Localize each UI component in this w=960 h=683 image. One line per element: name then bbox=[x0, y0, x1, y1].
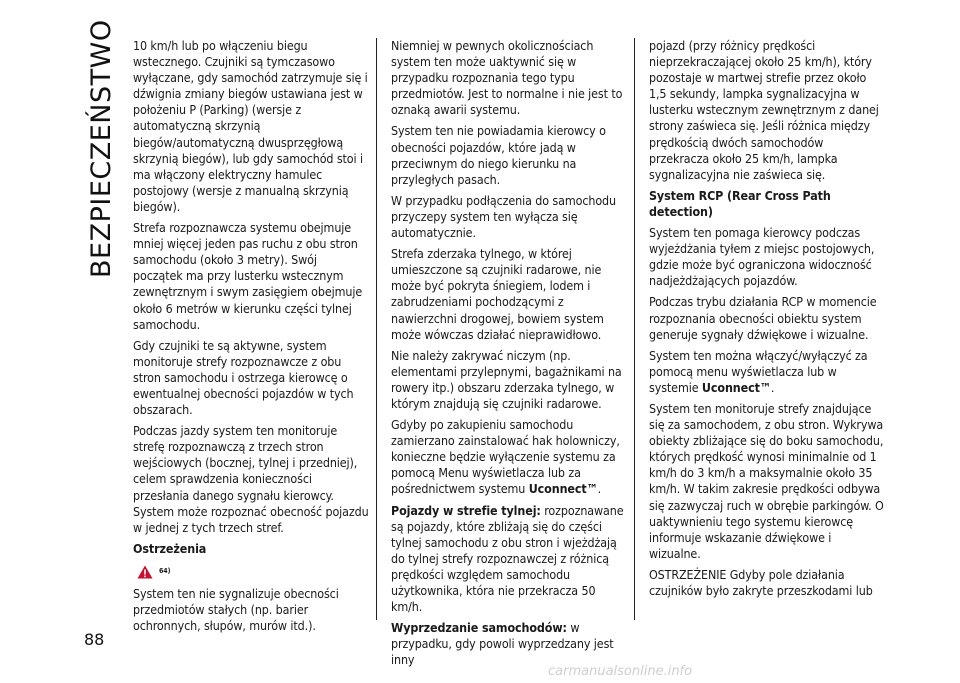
column-divider-2 bbox=[634, 38, 635, 620]
paragraph-end: . bbox=[770, 379, 775, 395]
paragraph: System ten nie powiadamia kierowcy o obecności pojazdów, które jadą w przeciwnym do niego kierunku na przyległych pasach. bbox=[391, 123, 606, 187]
paragraph-text: rozpoznawane są pojazdy, które zbliżają się do części tylnej samochodu z obu stron i wjeżdżają do tylnej strefy rozpoznawczej z różnicą prędkości względem samochodu użytkownika, która nie przekracza 50 km/h. bbox=[391, 502, 624, 615]
paragraph bbox=[391, 417, 627, 497]
text-column-2 bbox=[391, 38, 627, 668]
paragraph: System ten monitoruje strefy znajdujące się za samochodem, z obu stron. Wykrywa obiekty zbliżające się do boku samochodu, których prędkość wynosi minimalnie od 1 km/h do 3 km/h a maksymalnie około 35 km/h. W takim zakresie prędkości odbywa się zazwyczaj ruch w obrębie parkingów. O uaktywnieniu tego systemu kierowcę informuje wskazanie dźwiękowe i wizualne. bbox=[649, 400, 884, 561]
paragraph: System ten nie sygnalizuje obecności przedmiotów stałych (np. barier ochronnych, słupów, murów itd.). bbox=[133, 585, 339, 634]
column-divider-1 bbox=[376, 38, 377, 620]
paragraph: Nie należy zakrywać niczym (np. elementami przylepnymi, bagażnikami na rowery itp.) obszaru zderzaka tylnego, w którym znajdują się czujniki radarowe. bbox=[391, 347, 622, 411]
paragraph-text: System ten można włączyć/wyłączyć za pomocą menu wyświetlacza lub w systemie bbox=[649, 347, 868, 395]
paragraph: 10 km/h lub po włączeniu biegu wstecznego. Czujniki są tymczasowo wyłączane, gdy samochód zatrzymuje się i dźwignia zmiany biegów ustawiana jest w położeniu P (Parking) (wersje z automatyczną skrzynią biegów/automatyczną dwusprzęgłową skrzynią biegów), lub gdy samochód stoi i ma włączony elektryczny hamulec postojowy (wersje z manualną skrzynią biegów). bbox=[133, 38, 368, 214]
paragraph-text: Gdyby po zakupieniu samochodu zamierzano zainstalować hak holowniczy, konieczne będzie wyłączenie systemu za pomocą Menu wyświetlacza lub za pośrednictwem systemu bbox=[391, 417, 620, 497]
term-rear-zone: Pojazdy w strefie tylnej: bbox=[391, 502, 541, 518]
uconnect-term: Uconnect™ bbox=[701, 379, 771, 395]
paragraph bbox=[391, 620, 627, 668]
paragraph bbox=[649, 348, 885, 396]
paragraph: OSTRZEŻENIE Gdyby pole działania czujników było zakryte przeszkodami lub bbox=[649, 566, 873, 598]
warning-ref-number: 64) bbox=[159, 566, 171, 575]
paragraph-end: . bbox=[597, 481, 602, 497]
section-title bbox=[83, 19, 119, 278]
paragraph bbox=[391, 503, 627, 616]
paragraph: Strefa rozpoznawcza systemu obejmuje mniej więcej jeden pas ruchu z obu stron samochodu (około 3 metry). Swój początek ma przy lusterku wstecznym zewnętrznym i swym zasięgiem obejmuje około 6 metrów w kierunku części tylnej samochodu. bbox=[133, 220, 363, 332]
warnings-heading: Ostrzeżenia bbox=[133, 540, 207, 556]
text-column-1 bbox=[133, 38, 369, 639]
watermark: carmanualsonline.info bbox=[548, 664, 693, 679]
paragraph: W przypadku podłączenia do samochodu przyczepy system ten wyłącza się automatycznie. bbox=[391, 192, 616, 241]
paragraph: System ten pomaga kierowcy podczas wyjeżdżania tyłem z miejsc postojowych, gdzie może być ograniczona widoczność nadjeżdżających pojazdów. bbox=[649, 225, 875, 289]
paragraph: Strefa zderzaka tylnego, w której umieszczone są czujniki radarowe, nie może być pokryta śniegiem, lodem i zabrudzeniami pochodzącymi z nawierzchni drogowej, bowiem system może wówczas działać nieprawidłowo. bbox=[391, 246, 604, 342]
text-column-3 bbox=[649, 38, 885, 599]
warning-triangle-icon bbox=[137, 565, 153, 579]
paragraph: Gdy czujniki te są aktywne, system monitoruje strefy rozpoznawcze z obu stron samochodu i ostrzega kierowcę o ewentualnej obecności pojazdów w tych obszarach. bbox=[133, 337, 354, 418]
uconnect-term: Uconnect™ bbox=[528, 481, 598, 497]
paragraph: pojazd (przy różnicy prędkości nieprzekraczającej około 25 km/h), który pozostaje w martwej strefie przez około 1,5 sekundy, lampka sygnalizacyjna w lusterku wstecznym zewnętrznym z danej strony zaświeca się. Jeśli różnica między prędkością dwóch samochodów przekracza około 25 km/h, lampka sygnalizacyjna nie zaświeca się. bbox=[649, 38, 879, 182]
paragraph: Podczas trybu działania RCP w momencie rozpoznania obecności obiektu system generuje sygnały dźwiękowe i wizualne. bbox=[649, 294, 877, 342]
term-overtaking: Wyprzedzanie samochodów: bbox=[391, 620, 567, 636]
paragraph: Podczas jazdy system ten monitoruje strefę rozpoznawczą z trzech stron wejściowych (bocznej, tylnej i przedniej), celem sprawdzenia konieczności przesłania danego sygnału kierowcy. System może rozpoznać obecność pojazdu w jednej z tych trzech stref. bbox=[133, 423, 369, 535]
page-number: 88 bbox=[84, 630, 105, 649]
paragraph-text: w przypadku, gdy powoli wyprzedzany jest inny bbox=[391, 620, 614, 668]
paragraph: Niemniej w pewnych okolicznościach system ten może uaktywnić się w przypadku rozpoznania tego typu przedmiotów. Jest to normalne i nie jest to oznaką awarii systemu. bbox=[391, 38, 623, 118]
rcp-heading: System RCP (Rear Cross Path detection) bbox=[649, 187, 831, 219]
warning-reference bbox=[137, 562, 369, 582]
section-title-text: BEZPIECZEŃSTWO bbox=[86, 19, 117, 278]
